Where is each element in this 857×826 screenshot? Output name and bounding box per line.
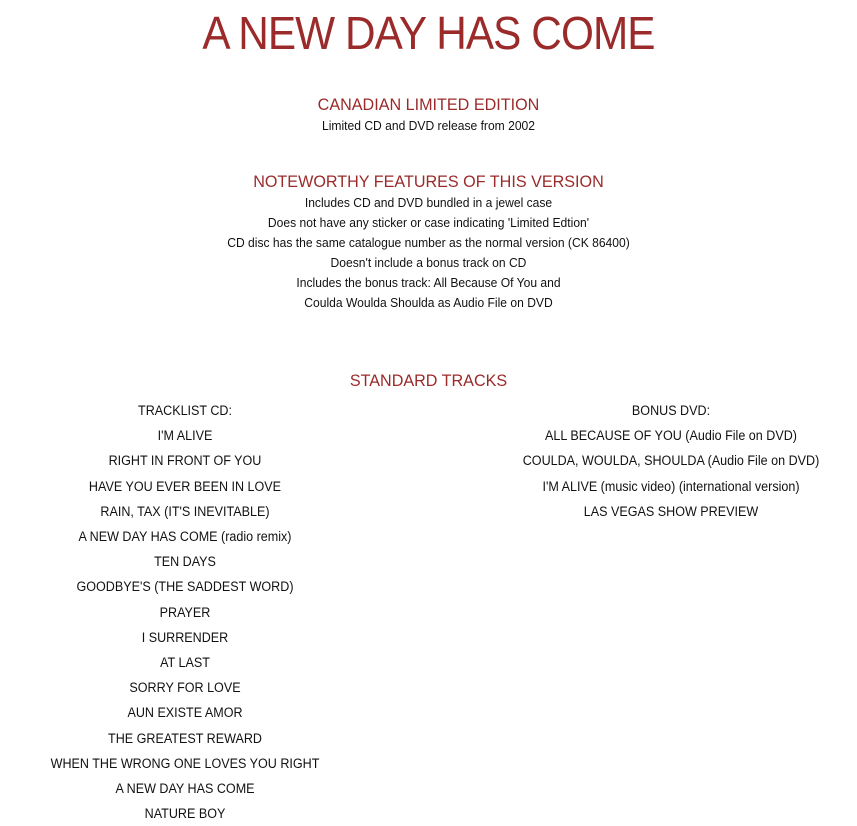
cd-track: PRAYER [159, 604, 211, 620]
cd-track: A NEW DAY HAS COME (radio remix) [78, 529, 292, 545]
cd-tracklist-label: TRACKLIST CD: [138, 403, 232, 418]
cd-track: NATURE BOY [144, 806, 226, 822]
feature-item: Coulda Woulda Shoulda as Audio File on DVD [304, 295, 553, 310]
dvd-track: LAS VEGAS SHOW PREVIEW [583, 503, 759, 519]
cd-track: THE GREATEST REWARD [108, 730, 262, 746]
features-section [0, 171, 857, 313]
feature-item: Doesn't include a bonus track on CD [330, 255, 527, 270]
cd-track: WHEN THE WRONG ONE LOVES YOU RIGHT [50, 755, 320, 771]
cd-track: TEN DAYS [154, 554, 216, 570]
cd-track: RIGHT IN FRONT OF YOU [108, 453, 262, 469]
dvd-track: I'M ALIVE (music video) (international version) [542, 478, 800, 494]
cd-track: RAIN, TAX (IT'S INEVITABLE) [100, 503, 270, 519]
standard-tracks-heading: STANDARD TRACKS [349, 371, 508, 390]
cd-track: HAVE YOU EVER BEEN IN LOVE [88, 478, 282, 494]
cd-track: SORRY FOR LOVE [129, 680, 241, 696]
cd-track: AT LAST [160, 655, 210, 671]
cd-track: AUN EXISTE AMOR [127, 705, 243, 721]
edition-section [0, 94, 857, 136]
cd-track: I'M ALIVE [157, 428, 213, 444]
dvd-tracklist [485, 398, 857, 524]
page-title: A NEW DAY HAS COME [202, 7, 655, 59]
feature-item: Includes the bonus track: All Because Of You and [296, 275, 561, 290]
edition-heading: CANADIAN LIMITED EDITION [317, 95, 540, 114]
feature-item: CD disc has the same catalogue number as the normal version (CK 86400) [227, 235, 630, 250]
cd-tracklist [0, 398, 370, 826]
feature-item: Includes CD and DVD bundled in a jewel case [304, 195, 553, 210]
feature-item: Does not have any sticker or case indicating 'Limited Edtion' [267, 215, 590, 230]
dvd-track: COULDA, WOULDA, SHOULDA (Audio File on DVD) [522, 453, 820, 469]
dvd-tracklist-label: BONUS DVD: [631, 403, 711, 418]
cd-track: I SURRENDER [141, 629, 229, 645]
features-heading: NOTEWORTHY FEATURES OF THIS VERSION [253, 172, 604, 191]
edition-description: Limited CD and DVD release from 2002 [321, 118, 536, 133]
dvd-track: ALL BECAUSE OF YOU (Audio File on DVD) [545, 428, 797, 444]
standard-tracks-section [0, 370, 857, 392]
cd-track: A NEW DAY HAS COME [115, 781, 255, 797]
cd-track: GOODBYE'S (THE SADDEST WORD) [76, 579, 294, 595]
